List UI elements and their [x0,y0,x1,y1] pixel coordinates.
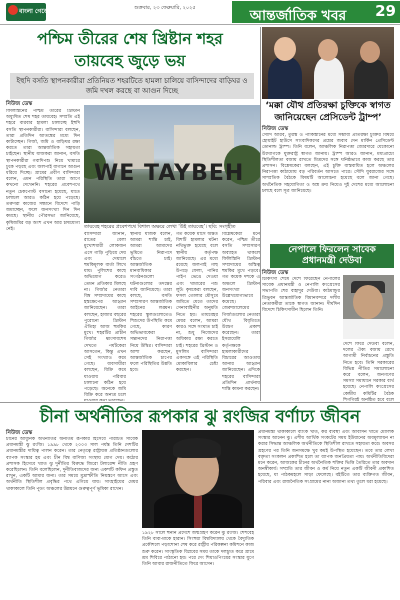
logo-text: বাংলা গেজেট [19,8,53,15]
story4-headline[interactable]: চীনা অর্থনীতির রূপকার ঝু রংজির বর্ণাঢ্য জীবন [39,407,361,427]
story1-column-3: স্থানীয় যাজক বলেন, আমরা শান্তি চাই, আমরা আমাদের ভূমিতে নিরাপদে বাঁচতে চাই। আন্তর্জাতিক মানবাধিকার সংগঠনগুলো ঘটনাগুলোর তদন্তের দাবি জানিয়েছে। তারা বলছে, বসতি সম্প্রসারণ আন্তর্জাতিক আইনের লঙ্ঘন। শহরের স্কুলগুলোতেও শিশুদের উপস্থিতি কমে গেছে, কারণ অভিভাবকেরা সন্তানদের নিরাপত্তা নিয়ে উদ্বিগ্ন। বাসিন্দারা আশা করছেন, আন্তর্জাতিক চাপের ফলে পরিস্থিতির উন্নতি হবে। [130,232,172,374]
photo-sign-text: WE TAYBEH [94,161,245,186]
story1-column-2: বাসিন্দারা জানান, রাতের বেলা মুখোশধারী লোকজন এসে গাড়ি পুড়িয়ে দেয় এবং দেয়ালে হুমকিমূলক বার্তা লিখে যায়। পুলিশের কাছে অভিযোগ করেও তেমন প্রতিকার মিলছে না। গির্জার নেতারা বিশ্ব সম্প্রদায়ের কাছে হস্তক্ষেপের আহ্বান জানিয়েছেন। তারা বলছেন, হাজার বছরের পুরোনো খ্রিস্টান ঐতিহ্য আজ হুমকির মুখে। শহরটির প্রাচীন গির্জার ধ্বংসাবশেষ দেখতে পর্যটকেরা আসতেন, কিন্তু এখন সেই সংখ্যাও কমে গেছে। ব্যবসায়ীরা বলছেন, বিক্রি কমে যাওয়ায় পরিবার চালানো কঠিন হয়ে পড়েছে। অনেকে জমি বিক্রি করে অন্যত্র চলে [84,232,126,399]
story1-subhead: ইহুদি বসতি স্থাপনকারীরা প্রতিনিয়ত শহরটিতে হামলা চালিয়ে বাসিন্দাদের বাড়িঘর ও জমি দখল করছে বা আগুন দিচ্ছে [10,73,254,99]
story4-byline: নিউজ ডেস্ক [6,430,33,436]
story1-column-1: ফিলিস্তিনের পশ্চিম তীরের খ্রিস্টান অধ্যুষিত শেষ শহর তায়বেহ। সম্প্রতি এই শহরে বারবার হামলা চালাচ্ছে ইহুদি বসতি স্থাপনকারীরা। বাসিন্দারা বলছেন, তারা প্রতিদিন আতঙ্কের মধ্যে দিন কাটাচ্ছেন। গির্জা, জমি ও বাড়িঘর রক্ষা করতে তারা আন্তর্জাতিক সহায়তা চাইছেন। স্থানীয় যাজকরা জানান, বসতি স্থাপনকারীরা গবাদিপশু নিয়ে খামারে ঢুকে পড়ছে এবং জলপাই বাগানে আগুন ধরিয়ে দিচ্ছে। গ্রামের প্রবীণ বাসিন্দারা বলেন, এমন পরিস্থিতি তারা আগে কখনো দেখেননি। শহরের প্রবেশপথে নতুন চেকপোস্ট বসানো হয়েছে, যাতে চলাচল আরও কঠিন হয়ে পড়েছে। তরুণরা কাজের সন্ধানে বিদেশে পাড়ি জমাচ্ছেন, ফলে জনসংখ্যা দিন দিন কমছে। স্থানীয় পৌরসভা জানিয়েছে, কৃষিজমির বড় অংশ এখন আর চাষযোগ্য নেই। [6,109,80,232]
story1-headline-line2: তায়বেহ জুড়ে ভয় [74,51,186,70]
story1-column-4: গত কয়েক মাসে অন্তত বিশটি হামলার ঘটনা নথিভুক্ত হয়েছে বলে স্থানীয় কর্তৃপক্ষ জানিয়েছে। এর মধ্যে রয়েছে জলপাই গাছ উপড়ে ফেলা, পানির পাইপ ভেঙে দেওয়া এবং খামারের পশু লুট। কৃষকেরা বলছেন, ফসল তোলার মৌসুমে জমিতে যেতে তাদের সেনাবাহিনীর অনুমতি নিতে হয়। তায়বেহর মেয়র বলেন, আমরা কারও সঙ্গে সংঘাত চাই না, শুধু নিজেদের অধিকার রক্ষা করতে চাই। শহরের খ্রিস্টান ও মুসলিম বাসিন্দারা একসঙ্গে এই পরিস্থিতি মোকাবিলার চেষ্টা করছেন। [176,232,218,374]
story3-column-1: চিকিৎসা শেষে দেশে ফিরেছেন নেপালের সাবেক প্রধানমন্ত্রী ও নেপালি কংগ্রেসের সভাপতি শের বাহাদুর দেউবা। কাঠমান্ডুর ত্রিভুবন আন্তর্জাতিক বিমানবন্দরে দলীয় নেতাকর্মীরা তাকে স্বাগত জানান। দীর্ঘদিন বিদেশে চিকিৎসাধীন ছিলেন তিনি। [262,277,340,314]
story4-column-2: ১৯২৮ সালে হুনান প্রদেশে জন্মগ্রহণ করেন ঝু রংজি। শৈশবেই তিনি বাবা-মাকে হারান। সিংহুয়া বিশ্ববিদ্যালয় থেকে বৈদ্যুতিক প্রকৌশলে পড়াশোনা শেষ করে রাষ্ট্রীয় পরিকল্পনা কমিশনে কাজ শুরু করেন। সাংস্কৃতিক বিপ্লবের সময় তাকে দলচ্যুত করে গ্রামে শ্রম শিবিরে পাঠানো হয়। পরে দেং শিয়াওপিংয়ের সংস্কার যুগে তিনি আবার রাজনীতিতে ফিরে আসেন। [142,531,254,568]
story3-photo[interactable] [343,275,394,339]
section-banner [232,1,400,23]
story1-headline[interactable] [6,28,254,72]
story3-column-2: দেশে ফিরে দেউবা বলেন, দলের ঐক্য বজায় রেখে আগামী নির্বাচনের প্রস্তুতি নিতে হবে। তিনি সরকারের বিভিন্ন নীতির সমালোচনা করে বলেন, জনগণের সমস্যা সমাধানে সরকার ব্যর্থ হয়েছে। নেপালি কংগ্রেসের কেন্দ্রীয় কমিটির বৈঠক শিগগিরই অনুষ্ঠিত হবে বলে [343,342,394,401]
story2-body: সৌদি আরব, তুরস্ক ও পাকিস্তানের মধ্যে সম্ভাব্য প্রতিরক্ষা চুক্তির বিষয়ে হোয়াইট হাউসে সাংবাদিকদের প্রশ্নের জবাব দেন মার্কিন প্রেসিডেন্ট ডোনাল্ড ট্রাম্প। তিনি বলেন, আঞ্চলিক নিরাপত্তা জোরদারে যেকোনো উদ্যোগকে যুক্তরাষ্ট্র স্বাগত জানায়। ট্রাম্প আরও জানান, মধ্যপ্রাচ্যে স্থিতিশীলতা বজায় রাখতে মিত্রদের সঙ্গে ঘনিষ্ঠভাবে কাজ করছে তার প্রশাসন। বিশ্লেষকেরা বলছেন, এই চুক্তি বাস্তবায়িত হলে অঞ্চলের নিরাপত্তা কাঠামোয় বড় পরিবর্তন আসতে পারে। সৌদি যুবরাজের সঙ্গে সাম্প্রতিক বৈঠকে বিষয়টি আলোচনা হয়েছে বলে জানা গেছে। অর্থনৈতিক সহযোগিতা ও অস্ত্র ক্রয় নিয়েও দুই দেশের মধ্যে আলোচনা চলছে বলে সূত্র জানিয়েছে। [262,133,394,194]
story1-photo-caption: তায়বেহ শহরের প্রবেশপথে বিশাল অক্ষরে লেখা ‘উই তায়বেহ’। ছবি: সংগৃহীত [84,224,236,230]
story3-byline: নিউজ ডেস্ক [262,270,289,276]
story4-photo[interactable] [142,430,254,528]
story1-headline-line1: পশ্চিম তীরের শেষ খ্রিষ্টান শহর [37,29,223,48]
story1-byline: নিউজ ডেস্ক [6,101,33,107]
logo-badge-icon [8,5,18,15]
masthead [0,0,400,25]
story1-column-5: বিশ্লেষকেরা মনে করেন, পশ্চিম তীরে বসতি সম্প্রসারণ অব্যাহত থাকলে ফিলিস্তিনি খ্রিস্টান সম্প্রদায়ের অস্তিত্ব হুমকির মুখে পড়বে। গত কয়েক দশকে এ অঞ্চলে খ্রিস্টান জনসংখ্যা উল্লেখযোগ্যভাবে কমেছে। জেরুজালেমের গির্জাগুলোর নেতারা যৌথ বিবৃতিতে উদ্বেগ প্রকাশ করেছেন। তারা ইসরায়েলি কর্তৃপক্ষকে হামলাকারীদের বিচারের আওতায় আনার আহ্বান জানিয়েছেন। এদিকে শহরের বাসিন্দারা প্রতিদিন প্রার্থনায় শান্তি কামনা করছেন। [222,232,260,393]
story1-photo[interactable] [84,105,260,223]
story3-headline-line1: নেপালে ফিরলেন সাবেক [288,245,376,255]
story2-photo[interactable] [262,27,394,99]
newspaper-logo[interactable] [6,3,53,21]
section-title: আন্তর্জাতিক খবর [249,8,347,24]
story4-column-3: প্রধানমন্ত্রী থাকাকালে ব্যাংক খাত, কর ব্যবস্থা এবং আবাসন খাতে মৌলিক সংস্কার আনেন ঝু। এশীয় আর্থিক সংকটের সময় ইউয়ানের অবমূল্যায়ন না করার সিদ্ধান্ত আঞ্চলিক অর্থনীতিকে স্থিতিশীল রাখতে সহায়তা করে। অবসর গ্রহণের পর তিনি জনসমক্ষে খুব কমই উপস্থিত হয়েছেন। তবে তার লেখা বক্তৃতা সংকলন প্রকাশিত হলে তা ব্যাপক জনপ্রিয়তা পায়। অর্থনীতিবিদেরা মনে করেন, আজকের চীনের অর্থনৈতিক শক্তির ভিত্তি তৈরিতে তার অবদান অনস্বীকার্য। সম্প্রতি তার জীবন ও কর্ম নিয়ে নতুন একটি জীবনী প্রকাশিত হয়েছে, যা পাঠকমহলে সাড়া ফেলেছে। বইটিতে তার ব্যক্তিগত জীবন, পরিবার এবং রাজনৈতিক সংগ্রামের নানা অজানা তথ্য তুলে ধরা হয়েছে। [258,430,394,485]
story2-byline: নিউজ ডেস্ক [262,126,289,132]
page-number: 29 [375,2,396,20]
story3-headline[interactable] [270,244,394,268]
horizontal-divider [0,402,400,403]
story4-column-1: চীনের আধুনিক অর্থনীতির অন্যতম রূপকার হিসেবে পরিচিত সাবেক প্রধানমন্ত্রী ঝু রংজি। ১৯৯৮ থেকে ২০০৩ সাল পর্যন্ত তিনি দেশটির প্রধানমন্ত্রীর দায়িত্ব পালন করেন। তার নেতৃত্বে রাষ্ট্রায়ত্ত প্রতিষ্ঠানগুলোর ব্যাপক সংস্কার হয় এবং চীন বিশ্ব বাণিজ্য সংস্থায় যোগ দেয়। কঠোর প্রশাসক হিসেবে খ্যাত ঝু দুর্নীতির বিরুদ্ধে জিরো টলারেন্স নীতি গ্রহণ করেছিলেন। তিনি বলেছিলেন, দুর্নীতিবাজদের জন্য একশটি কফিন প্রস্তুত রাখুন, একটি আমার জন্য। তার সময়ে মুদ্রাস্ফীতি নিয়ন্ত্রণে আসে এবং অর্থনীতি স্থিতিশীল প্রবৃদ্ধির পথে এগিয়ে যায়। সাংহাইয়ের মেয়র থাকাকালে তিনি পুডং অঞ্চলের উন্নয়নে গুরুত্বপূর্ণ ভূমিকা রাখেন। [6,437,138,492]
story3-headline-line2: প্রধানমন্ত্রী দেউবা [302,256,362,266]
dateline: শুক্রবার, ২৩ ফেব্রুয়ারি, ২০২৫ [134,5,196,11]
story2-quote-headline[interactable]: ‘মক্কা যৌথ প্রতিরক্ষা চুক্তিকে স্বাগত জানিয়েছেন প্রেসিডেন্ট ট্রাম্প’ [265,101,391,123]
vertical-divider [260,27,261,401]
